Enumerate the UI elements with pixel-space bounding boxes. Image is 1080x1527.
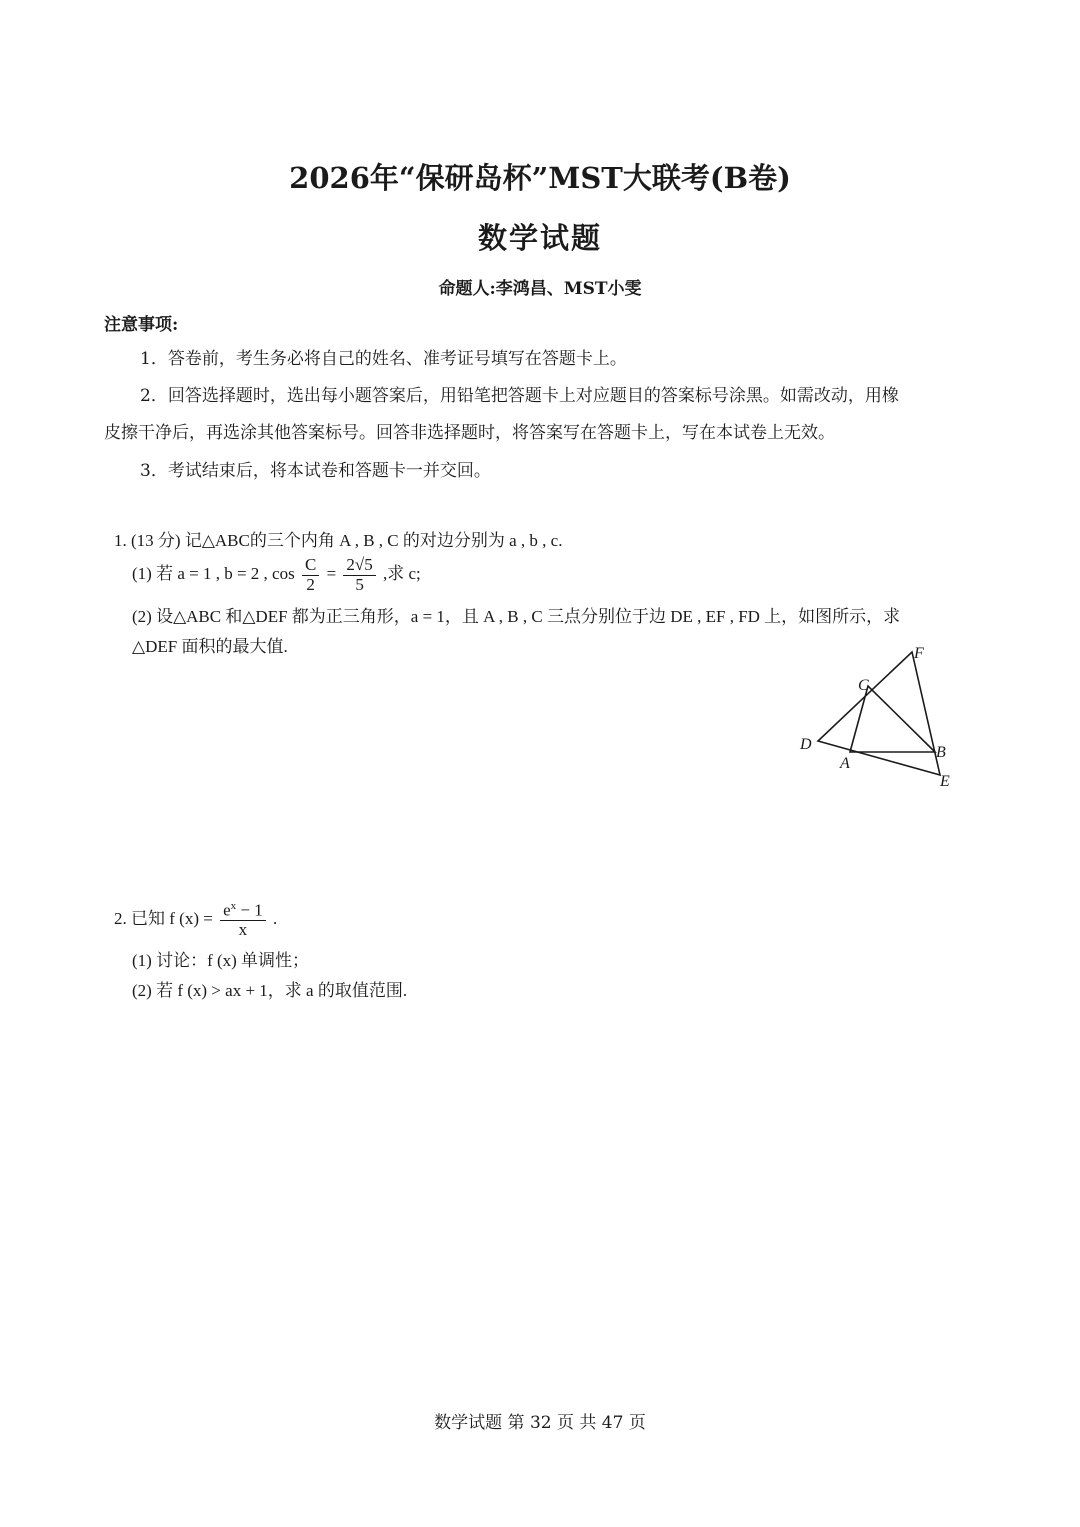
triangle-figure xyxy=(790,640,970,795)
exp-superscript: x xyxy=(230,900,237,912)
q1-part1-prefix: (1) 若 a = 1 , b = 2 , cos xyxy=(132,564,295,584)
notice-item-3: 3．考试结束后，将本试卷和答题卡一并交回。 xyxy=(140,461,491,481)
fraction-2sqrt5-over-5 xyxy=(343,556,375,594)
question-2-part-1: (1) 讨论：f (x) 单调性； xyxy=(132,951,310,970)
label-e: E xyxy=(940,773,950,790)
fraction-denominator: x xyxy=(238,920,248,940)
fraction-ex-minus-1-over-x xyxy=(220,900,266,940)
exam-subtitle: 数学试题 xyxy=(477,221,602,255)
exp-base: e xyxy=(223,900,231,920)
question-1-part-2-line-2: △DEF 面积的最大值. xyxy=(132,637,288,656)
notice-item-2-line-1: 2．回答选择题时，选出每小题答案后，用铅笔把答题卡上对应题目的答案标号涂黑。如需改动，用橡 xyxy=(140,386,899,406)
triangle-def xyxy=(818,652,940,775)
notice-item-1: 1．答卷前，考生务必将自己的姓名、准考证号填写在答题卡上。 xyxy=(140,349,627,369)
fraction-numerator xyxy=(220,900,266,921)
page-footer: 数学试题 第 32 页 共 47 页 xyxy=(434,1413,646,1433)
fraction-c-over-2 xyxy=(302,556,319,594)
fraction-denominator: 2 xyxy=(306,574,315,594)
question-1-stem: 1. (13 分) 记△ABC的三个内角 A , B , C 的对边分别为 a , b , c. xyxy=(114,531,563,550)
label-a: A xyxy=(840,755,850,772)
label-f: F xyxy=(914,645,924,662)
authors-line: 命题人:李鸿昌、MST小雯 xyxy=(438,279,642,299)
label-c: C xyxy=(858,677,869,694)
numerator-rest: − 1 xyxy=(236,900,263,920)
q2-stem-suffix: . xyxy=(272,908,278,928)
question-1-part-1 xyxy=(132,556,421,594)
question-1-part-2-line-1: (2) 设△ABC 和△DEF 都为正三角形，a = 1，且 A , B , C 三点分别位于边 DE , EF , FD 上，如图所示，求 xyxy=(132,607,901,626)
notice-heading: 注意事项: xyxy=(104,315,179,335)
notice-item-2-line-2: 皮擦干净后，再选涂其他答案标号。回答非选择题时，将答案写在答题卡上，写在本试卷上无效。 xyxy=(104,423,835,443)
fraction-numerator: 2√5 xyxy=(343,556,375,576)
question-2-stem xyxy=(114,900,277,940)
label-b: B xyxy=(936,744,946,761)
q2-stem-prefix: 2. 已知 f (x) = xyxy=(114,908,213,928)
fraction-numerator: C xyxy=(302,556,319,576)
label-d: D xyxy=(800,736,812,753)
exam-title: 2026年“保研岛杯”MST大联考(B卷) xyxy=(289,161,791,195)
q1-part1-suffix: ,求 c; xyxy=(383,564,421,584)
fraction-denominator: 5 xyxy=(355,574,364,594)
question-2-part-2: (2) 若 f (x) > ax + 1，求 a 的取值范围. xyxy=(132,981,408,1000)
equals-sign: = xyxy=(326,564,337,584)
